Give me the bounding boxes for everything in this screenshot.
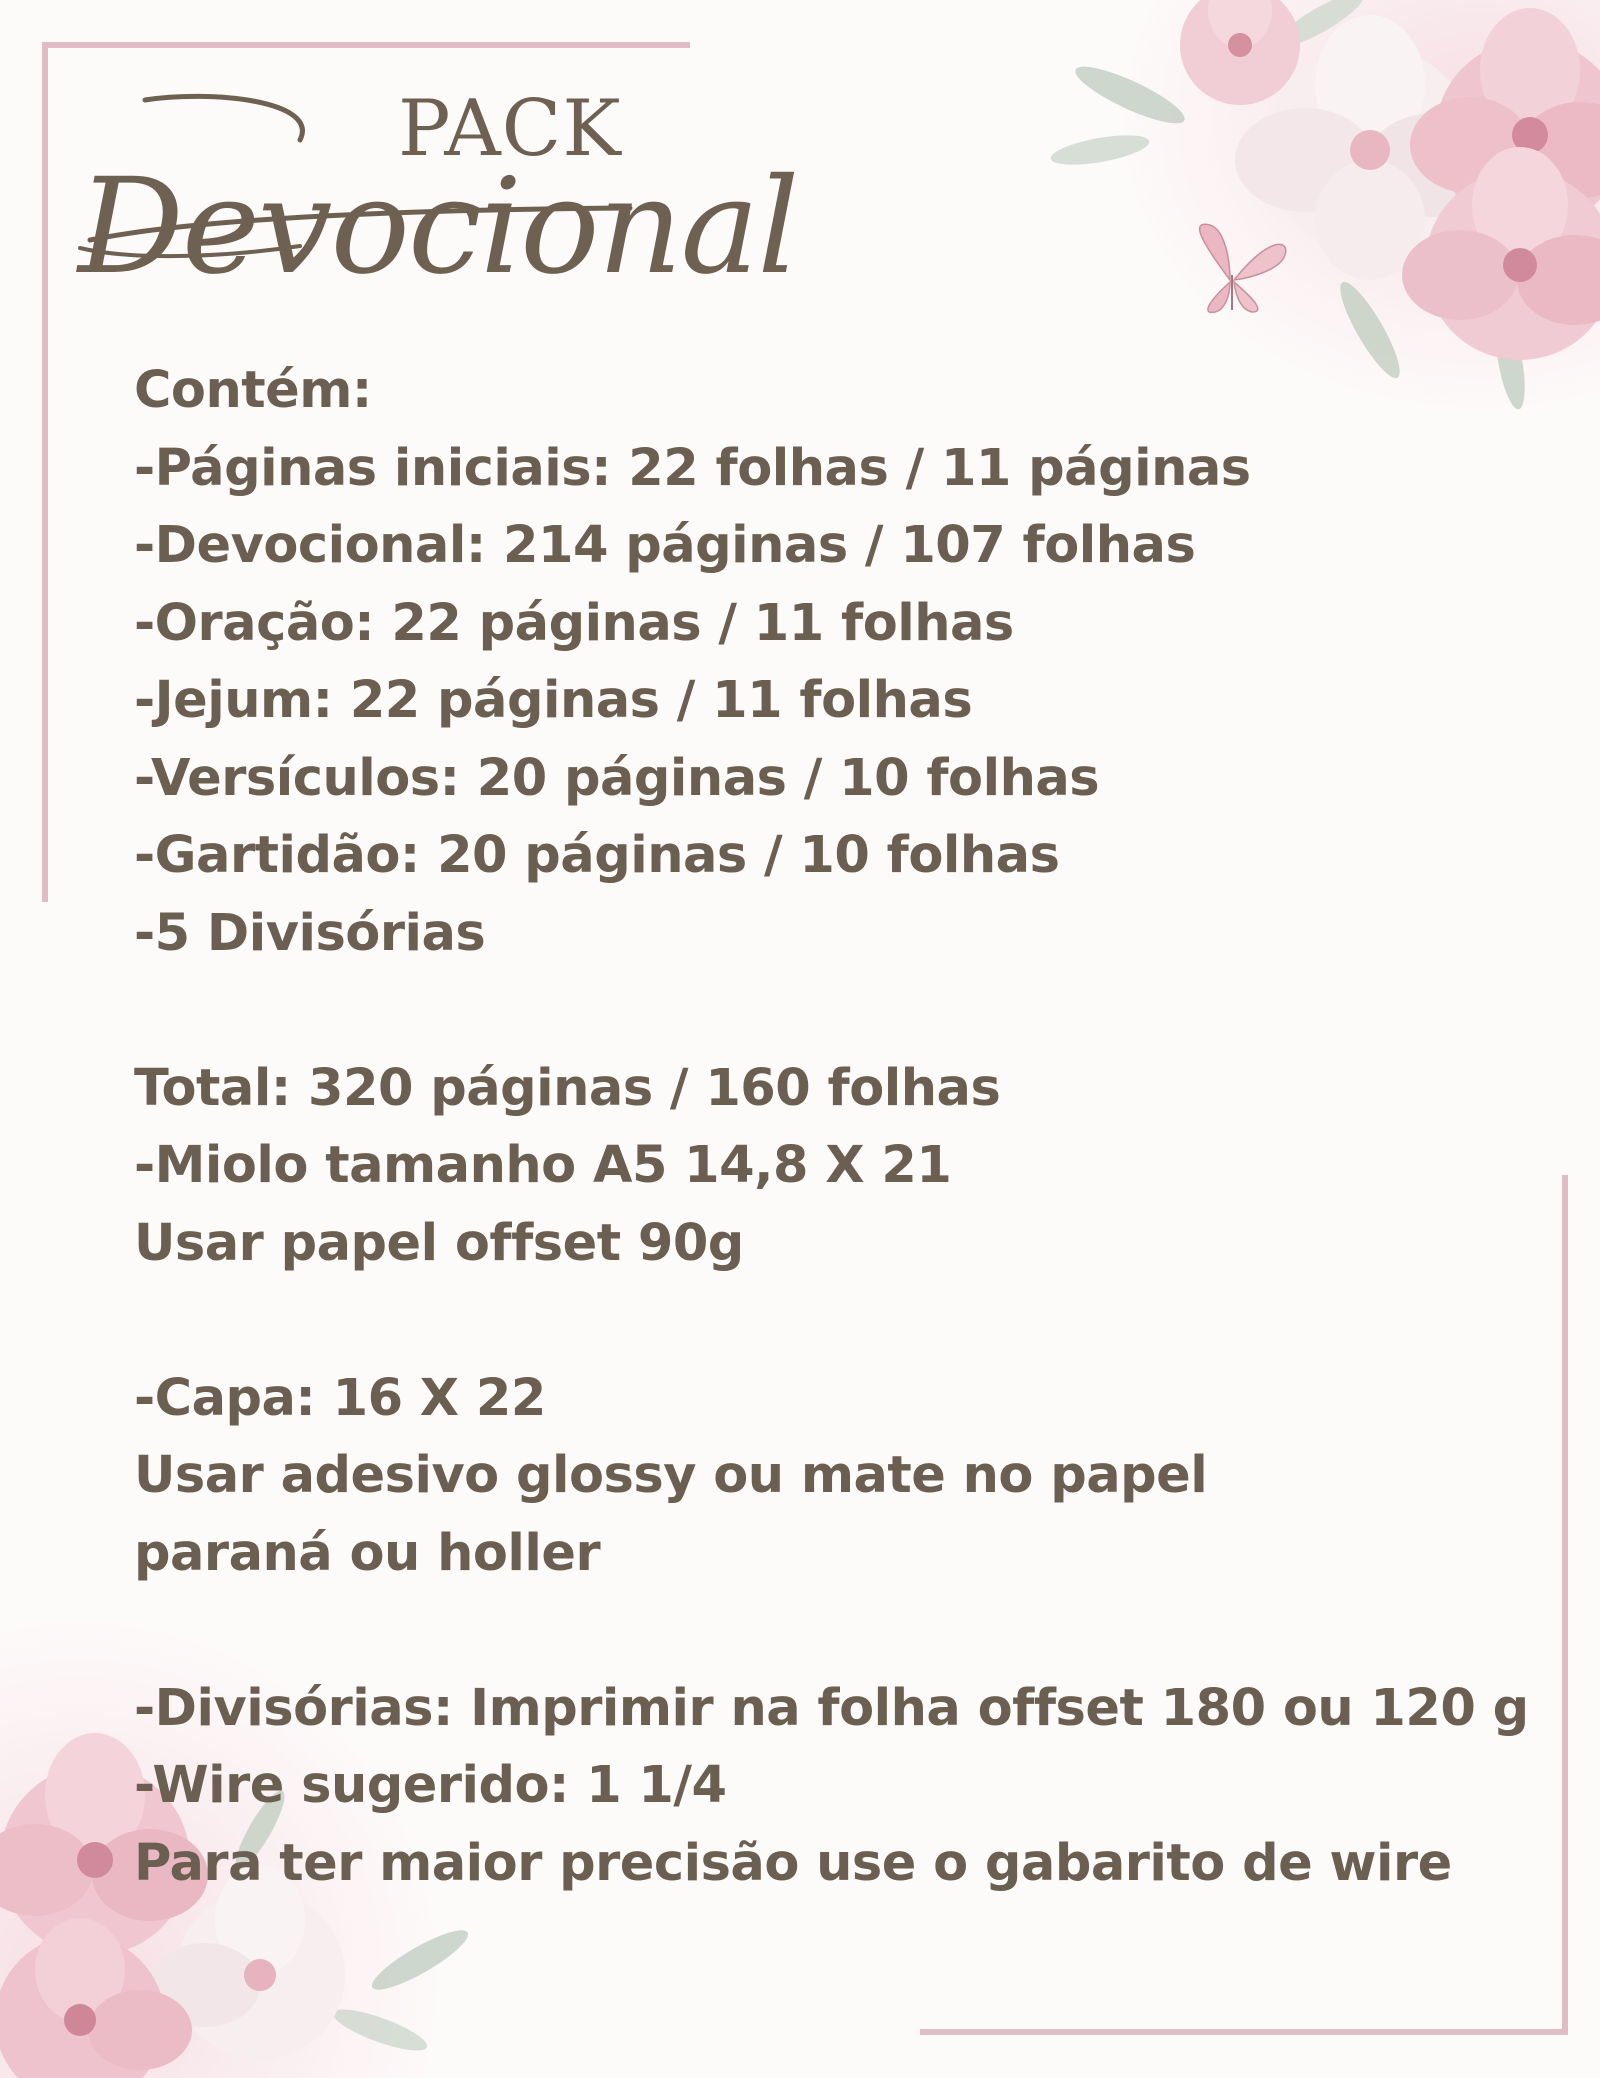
frame-line-bottom: [920, 2029, 1568, 2035]
flower-pink-small: [1180, 0, 1300, 105]
cover-line: -Capa: 16 X 22: [134, 1368, 546, 1428]
contents-item: -Páginas iniciais: 22 folhas / 11 páginas: [134, 438, 1251, 498]
spacer: [134, 972, 1554, 1050]
total-line: Usar papel offset 90g: [134, 1213, 744, 1273]
cover-line: Usar adesivo glossy ou mate no papel: [134, 1446, 1208, 1505]
contents-item: -Versículos: 20 páginas / 10 folhas: [134, 748, 1100, 808]
frame-line-left: [42, 42, 48, 902]
frame-line-right: [1562, 1175, 1568, 2035]
butterfly-icon: [1200, 224, 1286, 312]
content: [134, 352, 1554, 1902]
dividers-line: -Wire sugerido: 1 1/4: [134, 1756, 727, 1815]
spacer: [134, 1282, 1554, 1360]
title-pack: PACK: [398, 84, 622, 174]
frame-line-top: [42, 42, 690, 48]
total-line: -Miolo tamanho A5 14,8 X 21: [134, 1136, 952, 1195]
contents-heading: Contém:: [134, 361, 372, 420]
dividers-line: -Divisórias: Imprimir na folha offset 180 ou 120 g: [134, 1678, 1529, 1738]
contents-item: -Gartidão: 20 páginas / 10 folhas: [134, 826, 1060, 885]
contents-item: -Devocional: 214 páginas / 107 folhas: [134, 516, 1196, 575]
total-line: Total: 320 páginas / 160 folhas: [134, 1058, 1001, 1118]
contents-item: -5 Divisórias: [134, 903, 486, 963]
contents-item: -Oração: 22 páginas / 11 folhas: [134, 593, 1014, 653]
title-script: Devocional: [78, 150, 798, 304]
spacer: [134, 1592, 1554, 1670]
dividers-line: Para ter maior precisão use o gabarito de wire: [134, 1833, 1452, 1893]
flower-pink-bl-2: [0, 1918, 192, 2078]
cover-line: paraná ou holler: [134, 1523, 601, 1583]
contents-item: -Jejum: 22 páginas / 11 folhas: [134, 671, 973, 730]
title-block: [70, 70, 830, 304]
